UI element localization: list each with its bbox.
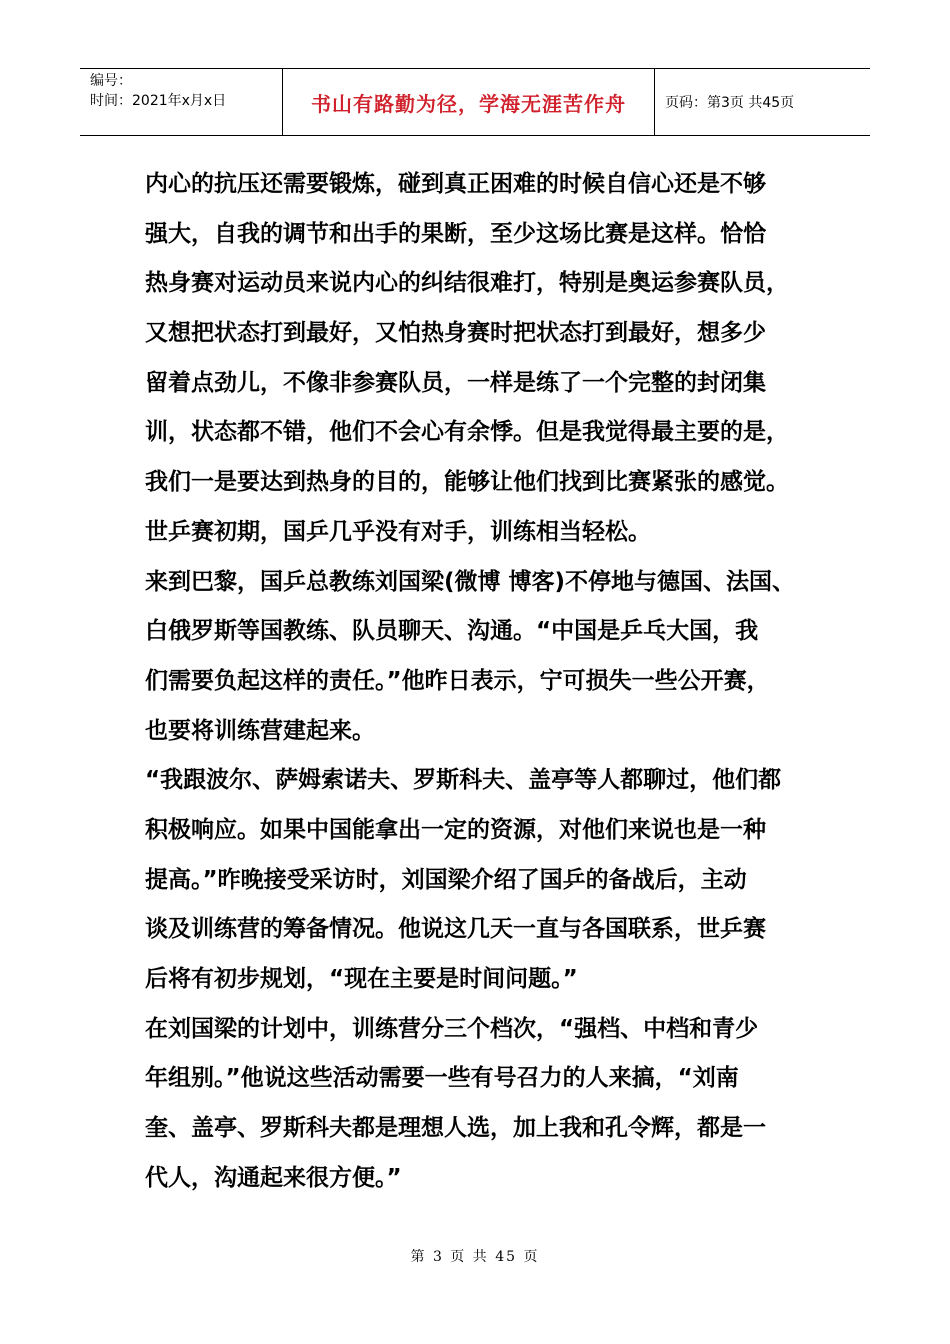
- body-line: 后将有初步规划，“现在主要是时间问题。”: [145, 966, 578, 992]
- body-line: 来到巴黎，国乒总教练刘国梁(微博 博客)不停地与德国、法国、: [145, 568, 796, 595]
- header-motto: 书山有路勤为径，学海无涯苦作舟: [283, 69, 655, 135]
- body-line: 热身赛对运动员来说内心的纠结很难打，特别是奥运参赛队员，: [145, 270, 789, 297]
- body-line: 训，状态都不错，他们不会心有余悸。但是我觉得最主要的是，: [145, 419, 789, 446]
- page-footer: 第 3 页 共 45 页: [410, 1249, 540, 1265]
- body-line: 世乒赛初期，国乒几乎没有对手，训练相当轻松。: [145, 518, 651, 545]
- body-line: 也要将训练营建起来。: [145, 717, 375, 744]
- body-line: 在刘国梁的计划中，训练营分三个档次，“强档、中档和青少: [145, 1015, 759, 1042]
- body-line: 们需要负起这样的责任。”他昨日表示，宁可损失一些公开赛，: [145, 667, 770, 694]
- body-line: 谈及训练营的筹备情况。他说这几天一直与各国联系，世乒赛: [145, 916, 766, 943]
- body-line: 内心的抗压还需要锻炼，碰到真正困难的时候自信心还是不够: [145, 171, 766, 197]
- body-line: 强大，自我的调节和出手的果断，至少这场比赛是这样。恰恰: [145, 220, 766, 247]
- body-line: 白俄罗斯等国教练、队员聊天、沟通。“中国是乒乓大国，我: [145, 618, 759, 645]
- body-line: 我们一是要达到热身的目的，能够让他们找到比赛紧张的感觉。: [145, 469, 789, 496]
- body-line: 留着点劲儿，不像非参赛队员，一样是练了一个完整的封闭集: [145, 369, 766, 396]
- body-line: “我跟波尔、萨姆索诺夫、罗斯科夫、盖亭等人都聊过，他们都: [145, 767, 782, 794]
- body-line: 提高。”昨晚接受采访时，刘国梁介绍了国乒的备战后，主动: [145, 866, 747, 893]
- body-line: 奎、盖亭、罗斯科夫都是理想人选，加上我和孔令辉，都是一: [145, 1115, 766, 1142]
- page-header: [80, 68, 870, 136]
- document-date: 时间：2021年x月x日: [90, 93, 227, 109]
- body-line: 年组别。”他说这些活动需要一些有号召力的人来搞，“刘南: [145, 1065, 739, 1092]
- document-body: [145, 160, 835, 1203]
- body-line: 代人，沟通起来很方便。”: [145, 1164, 402, 1191]
- document-number-label: 编号：: [90, 73, 132, 89]
- body-line: 积极响应。如果中国能拿出一定的资源，对他们来说也是一种: [145, 816, 766, 843]
- header-page-info: 页码：第3页 共45页: [665, 95, 795, 111]
- header-meta: [80, 69, 283, 135]
- body-line: 又想把状态打到最好，又怕热身赛时把状态打到最好，想多少: [145, 320, 766, 347]
